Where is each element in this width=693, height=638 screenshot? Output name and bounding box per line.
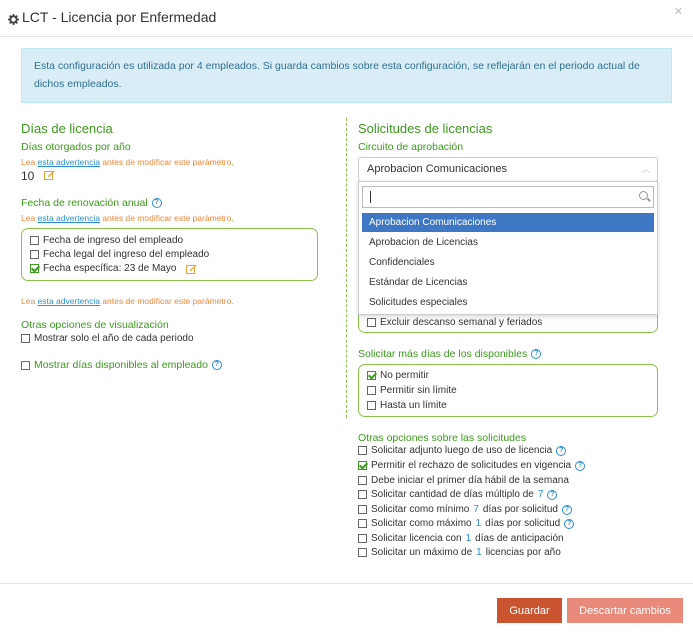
checkbox[interactable] — [358, 534, 367, 543]
show-days-option[interactable]: Mostrar días disponibles al empleado ? — [21, 359, 222, 371]
circuit-label: Circuito de aprobación — [358, 141, 464, 153]
days-label: Días otorgados por año — [21, 141, 131, 153]
circuit-dropdown — [358, 181, 658, 315]
checkbox[interactable] — [367, 318, 376, 327]
info-alert: Esta configuración es utilizada por 4 empleados. Si guarda cambios sobre esta configuración, se reflejarán en el periodo actual de dichos empleados. — [21, 48, 672, 103]
exclude-option[interactable]: Excluir descanso semanal y feriados — [367, 317, 542, 328]
dropdown-option[interactable]: Solicitudes especiales — [369, 297, 468, 308]
search-icon — [639, 191, 648, 200]
dropdown-option[interactable]: Estándar de Licencias — [369, 277, 468, 288]
help-icon[interactable]: ? — [152, 198, 162, 208]
checkbox[interactable] — [358, 490, 367, 499]
section-title-days: Días de licencia — [21, 121, 113, 136]
more-days-option[interactable]: No permitir — [367, 370, 429, 381]
checkbox[interactable] — [30, 250, 39, 259]
help-icon[interactable]: ? — [556, 446, 566, 456]
help-icon[interactable]: ? — [564, 519, 574, 529]
other-option[interactable]: Solicitar licencia con 1 días de anticipación — [358, 533, 564, 544]
checkbox[interactable] — [358, 548, 367, 557]
more-days-option[interactable]: Hasta un límite — [367, 400, 447, 411]
column-divider — [346, 118, 347, 418]
checkbox-checked[interactable] — [358, 461, 367, 470]
other-option[interactable]: Solicitar cantidad de días múltiplo de 7 ? — [358, 489, 557, 500]
chevron-up-icon: ︿ — [642, 165, 650, 174]
warning-text: Lea esta advertencia antes de modificar este parámetro. — [21, 157, 234, 167]
renewal-option[interactable]: Fecha de ingreso del empleado — [30, 235, 183, 246]
checkbox[interactable] — [358, 476, 367, 485]
modal-header — [0, 0, 693, 37]
view-option[interactable]: Mostrar solo el año de cada periodo — [21, 333, 194, 344]
discard-button[interactable]: Descartar cambios — [567, 598, 683, 623]
modal-title-text: LCT - Licencia por Enfermedad — [22, 9, 217, 25]
edit-icon[interactable] — [186, 264, 197, 274]
edit-icon[interactable] — [44, 169, 55, 179]
warning-link[interactable]: esta advertencia — [37, 213, 100, 223]
checkbox[interactable] — [367, 386, 376, 395]
renewal-option[interactable]: Fecha específica: 23 de Mayo — [30, 263, 197, 274]
other-option[interactable]: Solicitar adjunto luego de uso de licencia ? — [358, 445, 566, 456]
renewal-option[interactable]: Fecha legal del ingreso del empleado — [30, 249, 209, 260]
footer-divider — [0, 583, 693, 584]
other-option[interactable]: Debe iniciar el primer día hábil de la semana — [358, 475, 569, 486]
help-icon[interactable]: ? — [562, 505, 572, 515]
help-icon[interactable]: ? — [575, 461, 585, 471]
section-title-requests: Solicitudes de licencias — [358, 121, 493, 136]
dropdown-option[interactable]: Aprobacion Comunicaciones — [362, 213, 654, 232]
checkbox[interactable] — [367, 401, 376, 410]
other-option[interactable]: Solicitar como mínimo 7 días por solicitud ? — [358, 504, 572, 515]
checkbox[interactable] — [21, 361, 30, 370]
dropdown-option[interactable]: Confidenciales — [369, 257, 435, 268]
checkbox[interactable] — [30, 236, 39, 245]
close-icon[interactable]: ✕ — [673, 6, 683, 18]
dropdown-option[interactable]: Aprobacion de Licencias — [369, 237, 478, 248]
days-value: 10 — [21, 169, 55, 183]
checkbox-checked[interactable] — [30, 264, 39, 273]
warning-link[interactable]: esta advertencia — [37, 157, 100, 167]
save-button[interactable]: Guardar — [497, 598, 562, 623]
checkbox[interactable] — [358, 519, 367, 528]
text-caret — [370, 191, 371, 203]
checkbox[interactable] — [21, 334, 30, 343]
more-days-option[interactable]: Permitir sin límite — [367, 385, 457, 396]
other-options-label: Otras opciones sobre las solicitudes — [358, 432, 527, 444]
checkbox[interactable] — [358, 446, 367, 455]
renewal-label: Fecha de renovación anual ? — [21, 197, 162, 209]
warning-text: Lea esta advertencia antes de modificar este parámetro. — [21, 296, 234, 306]
more-days-label: Solicitar más días de los disponibles ? — [358, 348, 541, 360]
modal-title — [8, 9, 216, 25]
warning-text: Lea esta advertencia antes de modificar este parámetro. — [21, 213, 234, 223]
circuit-select[interactable]: Aprobacion Comunicaciones ︿ — [358, 157, 658, 182]
dropdown-search-input[interactable] — [362, 186, 654, 208]
help-icon[interactable]: ? — [212, 360, 222, 370]
warning-link[interactable]: esta advertencia — [37, 296, 100, 306]
other-option[interactable]: Permitir el rechazo de solicitudes en vigencia ? — [358, 460, 585, 471]
help-icon[interactable]: ? — [531, 349, 541, 359]
checkbox[interactable] — [358, 505, 367, 514]
gear-icon — [8, 12, 19, 23]
checkbox-checked[interactable] — [367, 371, 376, 380]
other-option[interactable]: Solicitar un máximo de 1 licencias por año — [358, 547, 561, 558]
other-option[interactable]: Solicitar como máximo 1 días por solicitud ? — [358, 518, 574, 529]
help-icon[interactable]: ? — [547, 490, 557, 500]
view-options-label: Otras opciones de visualización — [21, 319, 169, 331]
